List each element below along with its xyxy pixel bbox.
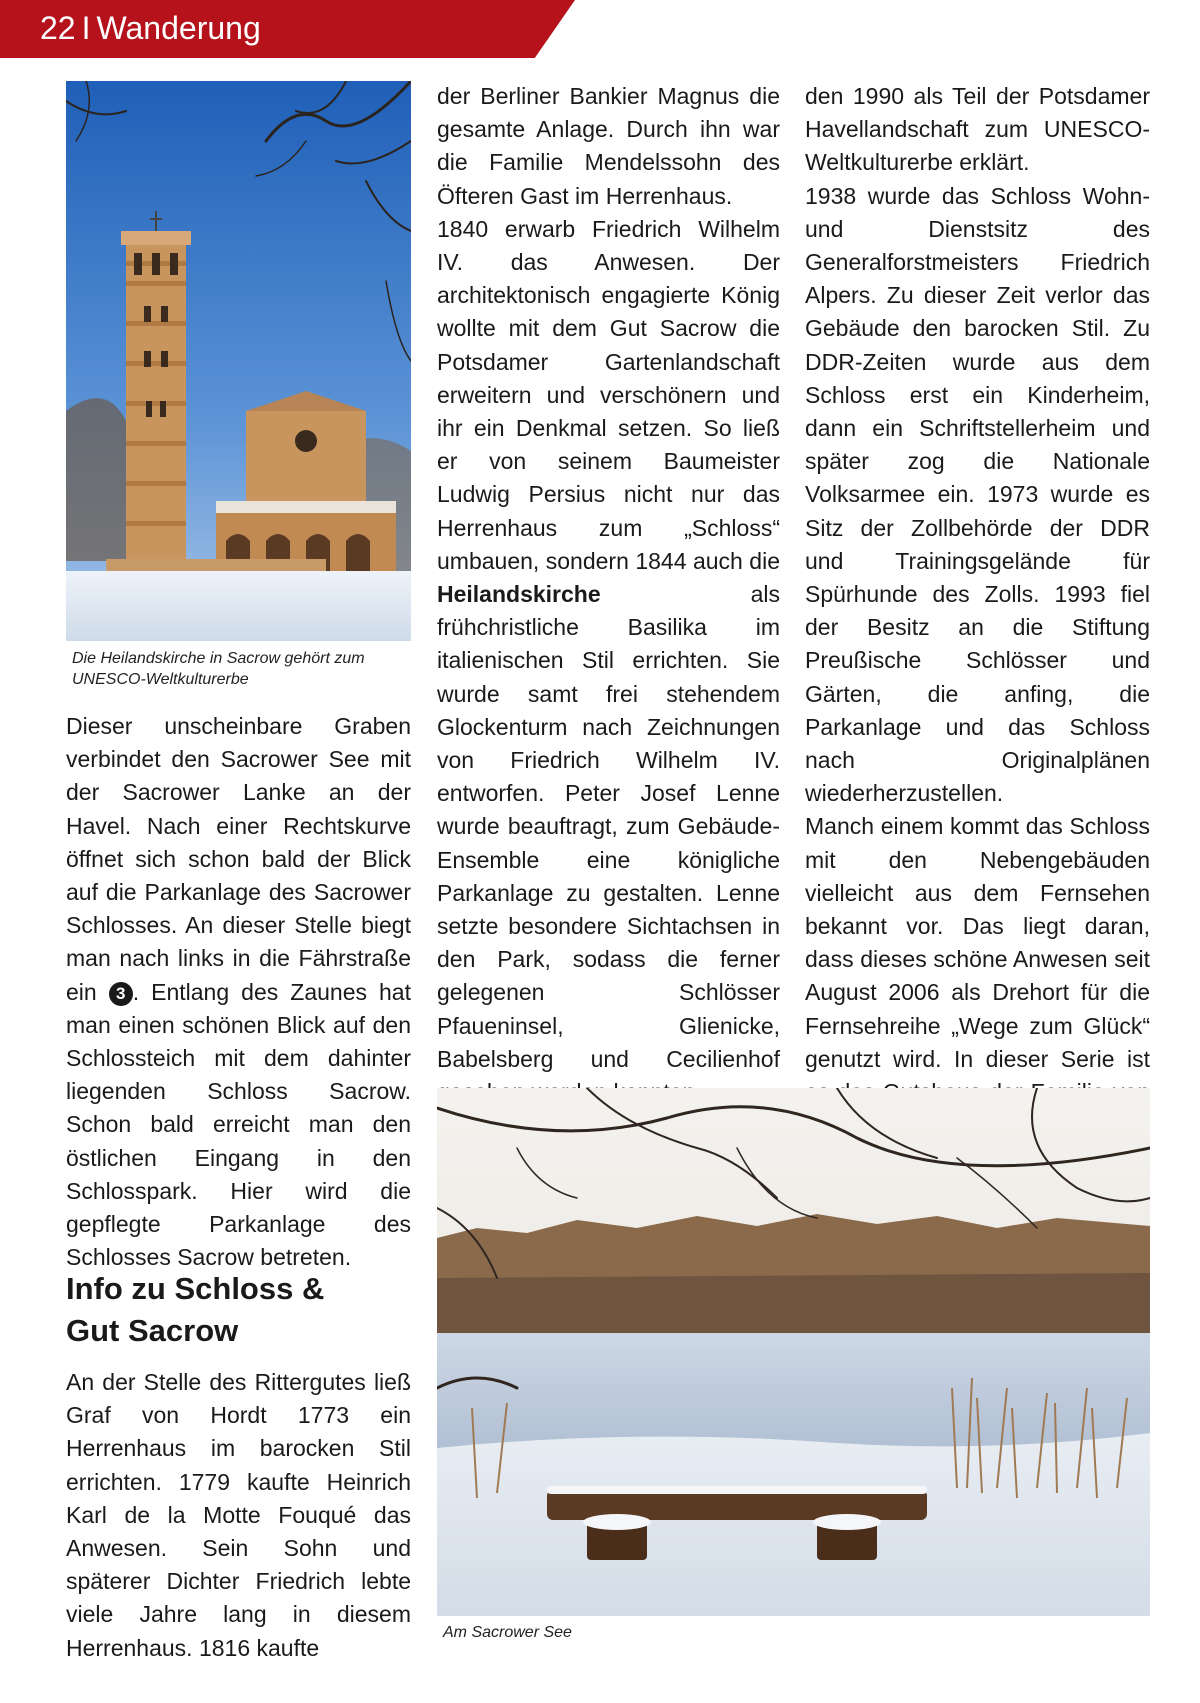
col3-paragraph-1: den 1990 als Teil der Potsdamer Havellandschaft zum UNESCO-Weltkulturerbe erklärt.	[805, 83, 1150, 176]
section-title: Wanderung	[96, 10, 261, 46]
info-heading: Info zu Schloss & Gut Sacrow	[66, 1271, 325, 1348]
column-1-text	[66, 710, 411, 1274]
lake-photo	[437, 1088, 1150, 1616]
col2-paragraph-2: 1840 erwarb Friedrich Wilhelm IV. das Anwesen. Der architektonisch engagierte König wollte mit dem Gut Sacrow die Potsdamer Gartenlandschaft erweitern und verschönern und ihr ein Denkmal setzen. So ließ er von seinem Baumeister Ludwig Persius nicht nur das Herrenhaus zum „Schloss“ umbauen, sondern 1844 auch die Heilandskirche als frühchristliche Basilika im italienischen Stil errichten. Sie wurde samt frei stehendem Glockenturm nach Zeichnungen von Friedrich Wilhelm IV. entworfen. Peter Josef Lenne wurde beauftragt, zum Gebäude-Ensemble eine königliche Parkanlage zu gestalten. Lenne setzte besondere Sichtachsen in den Park, sodass die ferner gelegenen Schlösser Pfaueninsel, Glienicke, Babelsberg und Cecilienhof	[437, 215, 780, 1072]
intro-paragraph: Dieser unscheinbare Graben verbindet den Sacrower See mit der Sacrower Lanke an der Havel. Nach einer Rechtskurve öffnet sich schon bald der Blick auf die Parkanlage des Sacrower Schlosses. An dieser Stelle biegt man nach links in die Fährstraße ein 3 . Entlang des Zaunes hat man einen schönen Blick auf den Schlossteich mit dem dahinter liegenden Schloss Sacrow. Schon bald erreicht man den östlichen Eingang in den Schlosspark. Hier wird die gepflegte Parkanlage des Schlosses Sacrow betreten.	[66, 713, 411, 1271]
church-bell-tower-winter-photo-icon	[66, 81, 411, 641]
frozen-lake-bench-winter-photo-icon	[437, 1088, 1150, 1616]
waypoint-marker-icon: 3	[109, 982, 133, 1006]
column-3-text	[805, 80, 1150, 1143]
column-2-text	[437, 80, 780, 1143]
col3-paragraph-3: Manch einem kommt das Schloss mit den Nebengebäuden vielleicht aus dem Fernsehen bekannt vor. Das liegt daran, dass dieses schöne Anwesen seit August 2006 als Drehort für die Fernsehreihe „Wege zum Glück“ genutzt wird. In dieser Serie ist	[805, 813, 1150, 1072]
header-title	[40, 8, 261, 48]
heilandskirche-bold: Heilandskirche	[437, 581, 601, 608]
church-photo-caption: Die Heilandskirche in Sacrow gehört zum UNESCO-Weltkulturerbe	[72, 650, 365, 688]
col2-paragraph-1: der Berliner Bankier Magnus die gesamte Anlage. Durch ihn war die Familie Mendelssohn des Öfteren Gast im Herrenhaus.	[437, 83, 780, 209]
page-number: 22	[40, 10, 76, 46]
lake-photo-caption: Am Sacrower See	[443, 1624, 572, 1641]
church-photo	[66, 81, 411, 641]
col3-paragraph-2: 1938 wurde das Schloss Wohn- und Dienstsitz des Generalforstmeisters Friedrich Alpers. Zu dieser Zeit verlor das Gebäude den barocken Stil. Zu DDR-Zeiten wurde aus dem Schloss erst ein Kinderheim, dann ein Schriftstellerheim und später zog die Nationale Volksarmee ein. 1973 wurde es Sitz der Zollbehörde der DDR und Trainingsgelände für Spürhunde des Zolls. 1993 fiel der Besitz an die Stiftung Preußische Schlösser und Gärten, die anfing, die Parkanlage und das Schloss nach Originalplänen wiederherzustellen.	[805, 182, 1150, 807]
info-text: An der Stelle des Rittergutes ließ Graf von Hordt 1773 ein Herrenhaus im barocken Stil errichten. 1779 kaufte Heinrich Karl de la Motte Fouqué das Anwesen. Sein Sohn und späterer Dichter Friedrich lebte viele Jahre lang in diesem Herrenhaus. 1816 kaufte	[66, 1369, 411, 1661]
page-header	[0, 0, 1200, 60]
header-separator: I	[81, 10, 91, 46]
